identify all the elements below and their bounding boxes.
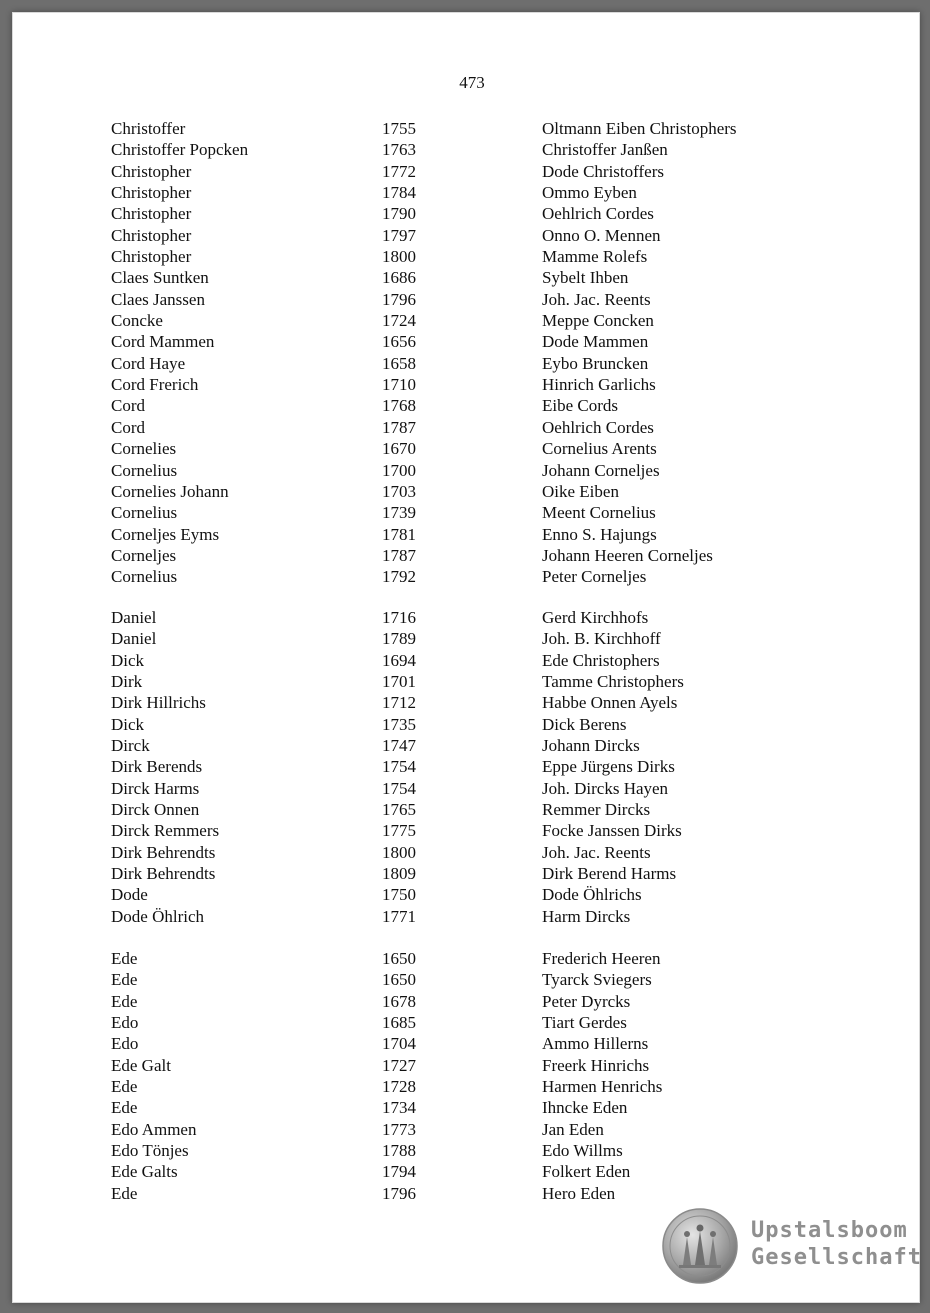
entry-name: Ede Galt — [111, 1055, 171, 1075]
entry-name: Dirck Harms — [111, 778, 200, 798]
list-item — [13, 374, 919, 395]
entry-year: 1703 — [382, 481, 416, 501]
entry-name: Edo — [111, 1013, 139, 1033]
list-item — [13, 714, 919, 735]
list-item — [13, 289, 919, 310]
entry-year: 1754 — [382, 778, 416, 798]
entry-person: Ede Christophers — [542, 650, 660, 670]
entry-year: 1747 — [382, 736, 416, 756]
entry-year: 1787 — [382, 545, 416, 565]
section-d — [13, 607, 919, 927]
entry-name: Christoffer — [111, 119, 186, 138]
entry-name: Ede Galts — [111, 1162, 178, 1182]
list-item — [13, 182, 919, 203]
list-item — [13, 1119, 919, 1140]
entry-year: 1728 — [382, 1077, 416, 1097]
entry-person: Eybo Bruncken — [542, 353, 649, 373]
entry-name: Corneljes Eyms — [111, 524, 220, 544]
page-number: 473 — [459, 73, 485, 92]
entry-name: Ede — [111, 991, 138, 1011]
list-item — [13, 906, 919, 927]
entry-year: 1734 — [382, 1098, 416, 1118]
entry-name: Cord Mammen — [111, 332, 215, 352]
entry-person: Edo Willms — [542, 1141, 623, 1161]
list-item — [13, 203, 919, 224]
entry-name: Claes Janssen — [111, 289, 205, 309]
logo-line-1: Upstalsboom — [751, 1218, 908, 1243]
entry-person: Dode Mammen — [542, 332, 649, 352]
entry-name: Ede — [111, 1183, 138, 1203]
entry-year: 1727 — [382, 1055, 416, 1075]
entry-year: 1765 — [382, 800, 416, 820]
entry-year: 1771 — [382, 906, 416, 926]
list-item — [13, 331, 919, 352]
entry-year: 1735 — [382, 714, 416, 734]
entry-person: Johann Corneljes — [542, 460, 660, 480]
list-item — [13, 863, 919, 884]
entry-person: Oehlrich Cordes — [542, 417, 654, 437]
entry-person: Johann Dircks — [542, 736, 640, 756]
entry-year: 1773 — [382, 1119, 416, 1139]
entry-year: 1710 — [382, 375, 416, 395]
entry-year: 1796 — [382, 1183, 416, 1203]
entry-person: Tamme Christophers — [542, 672, 684, 692]
list-item — [13, 566, 919, 587]
entry-person: Peter Dyrcks — [542, 991, 631, 1011]
entry-name: Concke — [111, 311, 163, 331]
entry-year: 1800 — [382, 247, 416, 267]
entry-name: Cord — [111, 396, 145, 416]
entry-name: Claes Suntken — [111, 268, 209, 288]
entry-person: Oltmann Eiben Christophers — [542, 119, 737, 138]
list-item — [13, 607, 919, 628]
entry-name: Corneljes — [111, 545, 177, 565]
list-item — [13, 1033, 919, 1054]
entry-year: 1670 — [382, 439, 416, 459]
entry-person: Hero Eden — [542, 1183, 616, 1203]
entry-year: 1772 — [382, 161, 416, 181]
entry-name: Christopher — [111, 161, 192, 181]
entry-person: Habbe Onnen Ayels — [542, 693, 678, 713]
entry-person: Christoffer Janßen — [542, 140, 668, 160]
entry-person: Ommo Eyben — [542, 183, 637, 203]
seal-emblem-icon — [661, 1207, 739, 1285]
entry-year: 1784 — [382, 183, 416, 203]
entry-year: 1704 — [382, 1034, 416, 1054]
entry-person: Dirk Berend Harms — [542, 864, 677, 884]
list-item — [13, 310, 919, 331]
entry-name: Dirk Behrendts — [111, 864, 216, 884]
entry-person: Ihncke Eden — [542, 1098, 628, 1118]
entry-name: Dirck Onnen — [111, 800, 200, 820]
entry-year: 1656 — [382, 332, 416, 352]
list-item — [13, 969, 919, 990]
entry-name: Ede — [111, 970, 138, 990]
entry-year: 1678 — [382, 991, 416, 1011]
list-item — [13, 628, 919, 649]
entry-name: Ede — [111, 1077, 138, 1097]
entry-year: 1685 — [382, 1013, 416, 1033]
entry-year: 1754 — [382, 757, 416, 777]
list-item — [13, 225, 919, 246]
entry-person: Johann Heeren Corneljes — [542, 545, 713, 565]
entry-person: Ammo Hillerns — [542, 1034, 649, 1054]
entry-year: 1788 — [382, 1141, 416, 1161]
entry-person: Hinrich Garlichs — [542, 375, 656, 395]
entry-name: Daniel — [111, 629, 157, 649]
entry-name: Cornelius — [111, 503, 178, 523]
entry-name: Cornelies Johann — [111, 481, 229, 501]
list-item — [13, 353, 919, 374]
list-item — [13, 161, 919, 182]
entry-year: 1650 — [382, 970, 416, 990]
entry-name: Christopher — [111, 204, 192, 224]
entry-name: Christoffer Popcken — [111, 140, 249, 160]
entry-person: Onno O. Mennen — [542, 225, 661, 245]
list-item — [13, 756, 919, 777]
entry-person: Oehlrich Cordes — [542, 204, 654, 224]
list-item — [13, 778, 919, 799]
entry-name: Dick — [111, 714, 145, 734]
entry-name: Christopher — [111, 225, 192, 245]
list-item — [13, 650, 919, 671]
list-item — [13, 267, 919, 288]
list-item — [13, 1097, 919, 1118]
entry-person: Jan Eden — [542, 1119, 604, 1139]
entry-year: 1701 — [382, 672, 416, 692]
entry-person: Joh. B. Kirchhoff — [542, 629, 661, 649]
section-e — [13, 948, 919, 1204]
entry-name: Dirk Hillrichs — [111, 693, 206, 713]
entry-person: Cornelius Arents — [542, 439, 657, 459]
entry-year: 1700 — [382, 460, 416, 480]
list-item — [13, 524, 919, 545]
entry-year: 1686 — [382, 268, 416, 288]
list-item — [13, 545, 919, 566]
entry-name: Cord — [111, 417, 145, 437]
list-item — [13, 502, 919, 523]
entry-name: Ede — [111, 949, 138, 968]
list-item — [13, 1012, 919, 1033]
document-page — [12, 12, 920, 1303]
entry-person: Sybelt Ihben — [542, 268, 629, 288]
entry-year: 1763 — [382, 140, 416, 160]
entry-person: Frederich Heeren — [542, 949, 661, 968]
list-item — [13, 246, 919, 267]
entry-person: Gerd Kirchhofs — [542, 608, 649, 627]
entry-person: Eppe Jürgens Dirks — [542, 757, 675, 777]
entry-name: Dirk — [111, 672, 143, 692]
entry-year: 1658 — [382, 353, 416, 373]
entry-year: 1787 — [382, 417, 416, 437]
entry-year: 1797 — [382, 225, 416, 245]
entry-name: Dick — [111, 650, 145, 670]
entry-name: Dode Öhlrich — [111, 906, 205, 926]
list-item — [13, 395, 919, 416]
entry-year: 1716 — [382, 608, 416, 627]
list-item — [13, 991, 919, 1012]
list-item — [13, 948, 919, 969]
list-item — [13, 118, 919, 139]
list-item — [13, 735, 919, 756]
entry-name: Cord Frerich — [111, 375, 199, 395]
list-item — [13, 1140, 919, 1161]
list-item — [13, 139, 919, 160]
entry-name: Christopher — [111, 247, 192, 267]
entry-person: Harm Dircks — [542, 906, 631, 926]
entry-name: Dirk Behrendts — [111, 842, 216, 862]
entry-year: 1712 — [382, 693, 416, 713]
entry-person: Peter Corneljes — [542, 567, 647, 587]
entry-person: Folkert Eden — [542, 1162, 631, 1182]
entry-name: Dode — [111, 885, 148, 905]
entry-year: 1790 — [382, 204, 416, 224]
entry-person: Freerk Hinrichs — [542, 1055, 650, 1075]
entry-year: 1739 — [382, 503, 416, 523]
entry-person: Harmen Henrichs — [542, 1077, 663, 1097]
entry-name: Dirk Berends — [111, 757, 203, 777]
entry-name: Edo Tönjes — [111, 1141, 189, 1161]
entry-person: Remmer Dircks — [542, 800, 651, 820]
entry-name: Cornelius — [111, 460, 178, 480]
entry-name: Cornelies — [111, 439, 177, 459]
entry-year: 1694 — [382, 650, 416, 670]
entry-name: Edo — [111, 1034, 139, 1054]
list-item — [13, 820, 919, 841]
entry-year: 1650 — [382, 949, 416, 968]
entry-name: Dirck Remmers — [111, 821, 220, 841]
entry-person: Mamme Rolefs — [542, 247, 648, 267]
entry-person: Enno S. Hajungs — [542, 524, 657, 544]
entry-year: 1794 — [382, 1162, 416, 1182]
entry-year: 1789 — [382, 629, 416, 649]
list-item — [13, 481, 919, 502]
entry-year: 1775 — [382, 821, 416, 841]
entry-person: Oike Eiben — [542, 481, 619, 501]
list-item — [13, 842, 919, 863]
list-item — [13, 438, 919, 459]
list-item — [13, 460, 919, 481]
list-item — [13, 417, 919, 438]
entry-name: Dirck — [111, 736, 150, 756]
entry-year: 1792 — [382, 567, 416, 587]
entry-person: Dode Christoffers — [542, 161, 664, 181]
entry-year: 1809 — [382, 864, 416, 884]
entry-person: Dode Öhlrichs — [542, 885, 642, 905]
entry-name: Cornelius — [111, 567, 178, 587]
entry-year: 1781 — [382, 524, 416, 544]
entry-name: Christopher — [111, 183, 192, 203]
entry-year: 1755 — [382, 119, 416, 138]
entry-person: Eibe Cords — [542, 396, 619, 416]
logo-line-2: Gesellschaft — [751, 1245, 922, 1270]
entry-name: Ede — [111, 1098, 138, 1118]
entry-person: Tyarck Sviegers — [542, 970, 652, 990]
list-item — [13, 1055, 919, 1076]
section-c — [13, 118, 919, 588]
entry-year: 1768 — [382, 396, 416, 416]
list-item — [13, 799, 919, 820]
list-item — [13, 1183, 919, 1204]
list-item — [13, 1076, 919, 1097]
entry-person: Joh. Jac. Reents — [542, 289, 651, 309]
entry-name: Daniel — [111, 608, 157, 627]
list-item — [13, 884, 919, 905]
society-logo — [661, 1207, 922, 1293]
entry-person: Meppe Concken — [542, 311, 654, 331]
entry-person: Focke Janssen Dirks — [542, 821, 682, 841]
entry-person: Dick Berens — [542, 714, 627, 734]
entry-person: Joh. Dircks Hayen — [542, 778, 669, 798]
list-item — [13, 671, 919, 692]
logo-wordmark — [751, 1217, 922, 1271]
list-item — [13, 1161, 919, 1182]
entry-year: 1724 — [382, 311, 416, 331]
list-item — [13, 692, 919, 713]
entry-person: Tiart Gerdes — [542, 1013, 627, 1033]
entry-year: 1796 — [382, 289, 416, 309]
entry-name: Edo Ammen — [111, 1119, 197, 1139]
entry-name: Cord Haye — [111, 353, 186, 373]
entry-person: Meent Cornelius — [542, 503, 656, 523]
entry-year: 1800 — [382, 842, 416, 862]
entry-year: 1750 — [382, 885, 416, 905]
entry-person: Joh. Jac. Reents — [542, 842, 651, 862]
